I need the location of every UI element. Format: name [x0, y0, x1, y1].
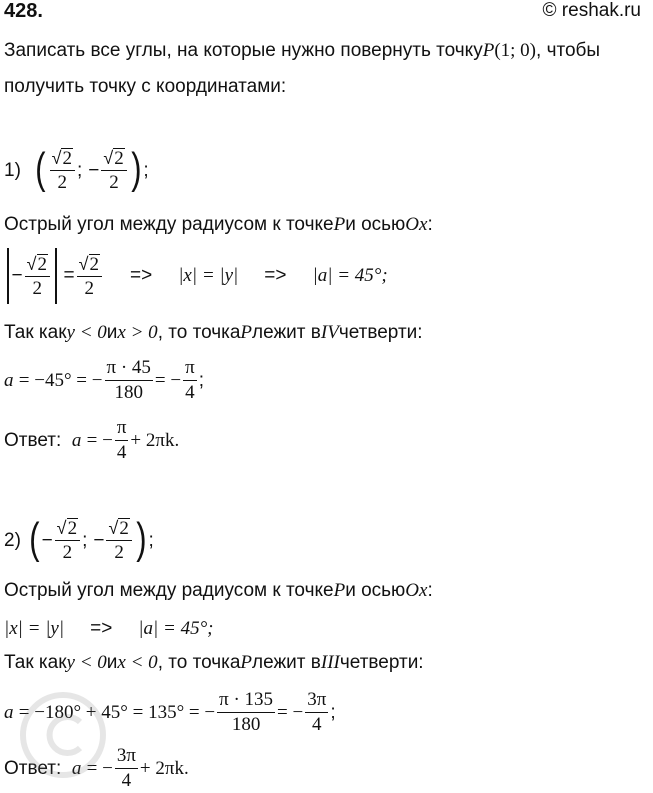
- page-header: [0, 0, 653, 24]
- part1-since-line: Так как y < 0 и x > 0 , то точка P лежит в IV четверти:: [4, 322, 423, 343]
- watermark-logo: [8, 650, 158, 790]
- task-text: Записать все углы, на которые нужно повернуть точку: [4, 40, 483, 61]
- task-text-2: получить точку с координатами:: [4, 76, 287, 97]
- task-text-tail: , чтобы: [536, 40, 601, 61]
- task-coords: (1; 0): [494, 40, 537, 61]
- task-point: P: [482, 40, 495, 61]
- part1-heading: 1) ( √ 2 2 ; − √ 2 2 ) ;: [4, 143, 149, 193]
- part2-calc-line: a = −180° + 45° = 135° = − $\frac{\pi \cdot 135}{180}$ = − $\frac{3\pi}{4}$ ;: [4, 689, 336, 735]
- source-watermark-text: © reshak.ru: [542, 0, 641, 21]
- part1-frac-x: √ 2 2: [50, 146, 75, 195]
- part2-heading: 2) ( − √ 2 2 ; − √ 2 2 ) ;: [4, 513, 154, 563]
- part2-acute-line: Острый угол между радиусом к точке P и осью Ox :: [4, 580, 433, 601]
- part1-calc-line: a = −45° = − $\frac{\pi \cdot 45}{180}$ = − $\frac{\pi}{4}$ ;: [4, 357, 204, 403]
- part1-label: 1): [4, 159, 21, 181]
- part2-answer: Ответ: a = − $\frac{3\pi}{4}$ + 2πk.: [4, 745, 189, 791]
- problem-number: 428.: [4, 0, 43, 22]
- part2-abs-line: |x| = |y| => |a| = 45°;: [4, 618, 214, 639]
- part1-answer: Ответ: a = − $\frac{\pi}{4}$ + 2πk.: [4, 417, 180, 463]
- part2-since-line: Так как y < 0 и x < 0 , то точка P лежит в III четверти:: [4, 652, 424, 673]
- task-line-2: [4, 76, 286, 98]
- part1-acute-line: Острый угол между радиусом к точке P и осью Ox :: [4, 214, 433, 235]
- part1-frac-y: √ 2 2: [101, 146, 126, 195]
- task-line-1: [4, 40, 600, 62]
- part1-abs-line: − √ 2 2 = √ 2 2 => |x| = |y| => |a| = 45°;: [4, 248, 388, 304]
